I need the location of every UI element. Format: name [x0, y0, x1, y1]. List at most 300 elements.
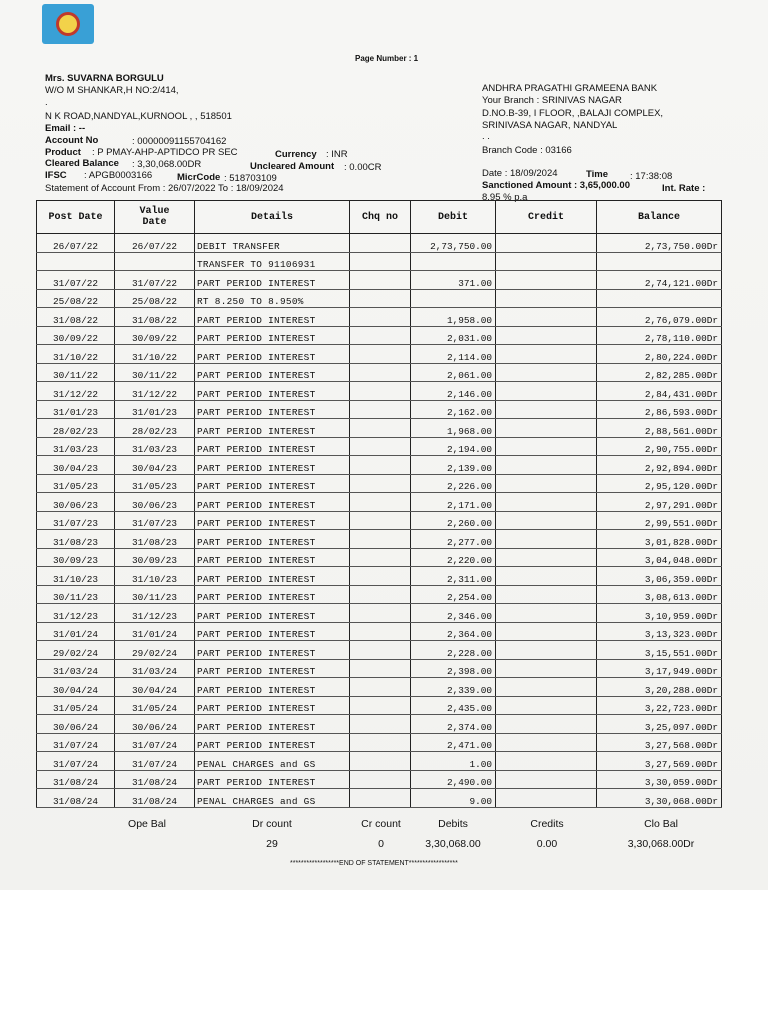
table-row	[37, 548, 722, 567]
cell-details: DEBIT TRANSFER	[195, 234, 350, 253]
cell-credit	[496, 437, 597, 456]
cell-debit: 2,471.00	[411, 733, 496, 752]
cell-debit: 371.00	[411, 271, 496, 290]
cell-value-date: 30/04/23	[115, 456, 195, 475]
table-row	[37, 400, 722, 419]
statement-date: Date : 18/09/2024	[482, 168, 558, 179]
uncleared-label: Uncleared Amount	[250, 161, 335, 172]
cell-debit: 2,226.00	[411, 474, 496, 493]
bank-name: ANDHRA PRAGATHI GRAMEENA BANK	[482, 83, 658, 94]
cell-debit: 2,311.00	[411, 567, 496, 586]
summary-value: 3,30,068.00	[425, 838, 481, 850]
cell-balance	[597, 289, 722, 308]
cell-balance: 3,17,949.00Dr	[597, 659, 722, 678]
cell-value-date: 31/08/22	[115, 308, 195, 327]
cell-value-date: 30/09/23	[115, 548, 195, 567]
table-row	[37, 696, 722, 715]
branch-address-line1: D.NO.B-39, I FLOOR, ,BALAJI COMPLEX,	[482, 108, 664, 119]
cell-details: TRANSFER TO 91106931	[195, 252, 350, 271]
cell-debit: 2,346.00	[411, 604, 496, 623]
cell-debit: 2,490.00	[411, 770, 496, 789]
table-row	[37, 604, 722, 623]
cell-debit: 2,114.00	[411, 345, 496, 364]
cell-balance: 3,25,097.00Dr	[597, 715, 722, 734]
cell-value-date: 29/02/24	[115, 641, 195, 660]
cell-value-date: 31/08/24	[115, 789, 195, 808]
cell-balance	[597, 252, 722, 271]
cell-chq-no	[350, 641, 411, 660]
col-balance: Balance	[597, 201, 722, 234]
cell-balance: 2,99,551.00Dr	[597, 511, 722, 530]
cell-debit	[411, 252, 496, 271]
cell-details: PENAL CHARGES and GS	[195, 789, 350, 808]
end-of-statement: ******************END OF STATEMENT******************	[290, 860, 458, 867]
table-row	[37, 308, 722, 327]
cell-credit	[496, 474, 597, 493]
cell-chq-no	[350, 326, 411, 345]
col-debit: Debit	[411, 201, 496, 234]
cell-balance: 2,97,291.00Dr	[597, 493, 722, 512]
cell-details: PART PERIOD INTEREST	[195, 363, 350, 382]
account-no-label: Account No	[45, 135, 99, 146]
cell-details: PART PERIOD INTEREST	[195, 456, 350, 475]
customer-address-line1: W/O M SHANKAR,H NO:2/414,	[45, 85, 179, 96]
product-label: Product	[45, 147, 81, 158]
cell-debit: 2,260.00	[411, 511, 496, 530]
cell-details: PART PERIOD INTEREST	[195, 437, 350, 456]
cell-details: PART PERIOD INTEREST	[195, 548, 350, 567]
ifsc: : APGB0003166	[84, 170, 153, 181]
cell-chq-no	[350, 252, 411, 271]
cell-details: PART PERIOD INTEREST	[195, 474, 350, 493]
branch-code: Branch Code : 03166	[482, 145, 572, 156]
cell-value-date: 31/12/22	[115, 382, 195, 401]
email: Email : --	[45, 123, 86, 134]
cell-credit	[496, 752, 597, 771]
table-row	[37, 345, 722, 364]
cell-value-date: 31/05/24	[115, 696, 195, 715]
cell-balance: 2,90,755.00Dr	[597, 437, 722, 456]
branch-dots: . .	[482, 131, 490, 142]
col-chq-no: Chq no	[350, 201, 411, 234]
cell-chq-no	[350, 678, 411, 697]
table-row	[37, 474, 722, 493]
cell-debit: 2,194.00	[411, 437, 496, 456]
table-row	[37, 456, 722, 475]
cell-chq-no	[350, 474, 411, 493]
cell-debit: 2,364.00	[411, 622, 496, 641]
cell-credit	[496, 234, 597, 253]
cell-balance: 3,30,059.00Dr	[597, 770, 722, 789]
cell-credit	[496, 567, 597, 586]
cell-chq-no	[350, 548, 411, 567]
customer-address-line2: N K ROAD,NANDYAL,KURNOOL , , 518501	[45, 111, 232, 122]
table-row	[37, 770, 722, 789]
cell-debit: 2,171.00	[411, 493, 496, 512]
cell-post-date: 30/06/23	[37, 493, 115, 512]
cell-credit	[496, 733, 597, 752]
cell-chq-no	[350, 511, 411, 530]
time: : 17:38:08	[630, 171, 673, 182]
cell-value-date: 31/08/24	[115, 770, 195, 789]
cell-post-date: 30/04/24	[37, 678, 115, 697]
cell-details: PART PERIOD INTEREST	[195, 678, 350, 697]
cell-balance: 3,15,551.00Dr	[597, 641, 722, 660]
table-row	[37, 622, 722, 641]
currency: : INR	[326, 149, 348, 160]
cell-details: PART PERIOD INTEREST	[195, 382, 350, 401]
cell-credit	[496, 419, 597, 438]
address-dot: .	[45, 97, 48, 108]
cell-post-date: 30/06/24	[37, 715, 115, 734]
cell-credit	[496, 585, 597, 604]
cell-post-date	[37, 252, 115, 271]
cell-debit	[411, 289, 496, 308]
cell-details: PENAL CHARGES and GS	[195, 752, 350, 771]
cell-balance: 2,73,750.00Dr	[597, 234, 722, 253]
cell-post-date: 31/08/23	[37, 530, 115, 549]
cell-post-date: 26/07/22	[37, 234, 115, 253]
cell-value-date: 31/07/22	[115, 271, 195, 290]
cell-post-date: 31/08/24	[37, 789, 115, 808]
cell-balance: 3,01,828.00Dr	[597, 530, 722, 549]
cell-chq-no	[350, 345, 411, 364]
summary-label: Clo Bal	[644, 818, 678, 830]
table-header-row	[37, 201, 722, 234]
summary-label: Credits	[530, 818, 564, 830]
int-rate: 8.95 % p.a	[482, 192, 528, 203]
cell-chq-no	[350, 530, 411, 549]
cell-credit	[496, 345, 597, 364]
cell-chq-no	[350, 382, 411, 401]
cell-details: PART PERIOD INTEREST	[195, 715, 350, 734]
cell-debit: 2,339.00	[411, 678, 496, 697]
cell-credit	[496, 548, 597, 567]
cell-credit	[496, 493, 597, 512]
cell-details: PART PERIOD INTEREST	[195, 733, 350, 752]
cell-balance: 3,06,359.00Dr	[597, 567, 722, 586]
cell-details: PART PERIOD INTEREST	[195, 345, 350, 364]
cell-debit: 2,061.00	[411, 363, 496, 382]
cell-debit: 2,398.00	[411, 659, 496, 678]
cell-value-date: 30/06/23	[115, 493, 195, 512]
cell-post-date: 31/07/24	[37, 733, 115, 752]
cell-chq-no	[350, 493, 411, 512]
cell-details: PART PERIOD INTEREST	[195, 622, 350, 641]
table-row	[37, 326, 722, 345]
ifsc-label: IFSC	[45, 170, 67, 181]
cell-chq-no	[350, 456, 411, 475]
cell-chq-no	[350, 659, 411, 678]
cell-value-date: 30/04/24	[115, 678, 195, 697]
cell-credit	[496, 382, 597, 401]
table-row	[37, 752, 722, 771]
cell-credit	[496, 289, 597, 308]
table-row	[37, 437, 722, 456]
cell-post-date: 28/02/23	[37, 419, 115, 438]
summary-label: Debits	[438, 818, 468, 830]
cell-post-date: 29/02/24	[37, 641, 115, 660]
cell-post-date: 31/07/24	[37, 752, 115, 771]
sanctioned-amount: Sanctioned Amount : 3,65,000.00	[482, 180, 630, 191]
col-credit: Credit	[496, 201, 597, 234]
cell-value-date: 31/01/24	[115, 622, 195, 641]
cell-debit: 2,435.00	[411, 696, 496, 715]
cell-post-date: 31/10/22	[37, 345, 115, 364]
cell-details: PART PERIOD INTEREST	[195, 400, 350, 419]
cell-details: PART PERIOD INTEREST	[195, 696, 350, 715]
cell-details: PART PERIOD INTEREST	[195, 493, 350, 512]
table-row	[37, 289, 722, 308]
cell-debit: 2,254.00	[411, 585, 496, 604]
cell-chq-no	[350, 400, 411, 419]
cell-balance: 3,13,323.00Dr	[597, 622, 722, 641]
branch-name: Your Branch : SRINIVAS NAGAR	[482, 95, 622, 106]
micr-label: MicrCode	[177, 172, 221, 183]
cell-balance: 2,95,120.00Dr	[597, 474, 722, 493]
cell-chq-no	[350, 752, 411, 771]
branch-address-line2: SRINIVASA NAGAR, NANDYAL	[482, 120, 618, 131]
cell-chq-no	[350, 770, 411, 789]
cell-debit: 1,968.00	[411, 419, 496, 438]
table-row	[37, 715, 722, 734]
cell-balance: 2,86,593.00Dr	[597, 400, 722, 419]
cell-post-date: 31/08/24	[37, 770, 115, 789]
table-row	[37, 419, 722, 438]
cell-credit	[496, 326, 597, 345]
cell-details: PART PERIOD INTEREST	[195, 659, 350, 678]
cell-details: PART PERIOD INTEREST	[195, 419, 350, 438]
cell-chq-no	[350, 308, 411, 327]
cell-credit	[496, 363, 597, 382]
cell-chq-no	[350, 567, 411, 586]
cell-value-date: 31/12/23	[115, 604, 195, 623]
cell-debit: 2,139.00	[411, 456, 496, 475]
customer-name: Mrs. SUVARNA BORGULU	[45, 73, 164, 84]
cell-value-date: 31/03/24	[115, 659, 195, 678]
summary-label: Cr count	[361, 818, 401, 830]
int-rate-label: Int. Rate :	[662, 183, 706, 194]
summary-value: 0	[378, 838, 384, 850]
cell-balance: 3,04,048.00Dr	[597, 548, 722, 567]
cell-debit: 2,220.00	[411, 548, 496, 567]
cell-post-date: 31/07/23	[37, 511, 115, 530]
cell-post-date: 30/11/23	[37, 585, 115, 604]
page-number: Page Number : 1	[355, 54, 419, 63]
table-row	[37, 530, 722, 549]
cell-value-date: 28/02/23	[115, 419, 195, 438]
cell-post-date: 30/09/23	[37, 548, 115, 567]
cell-details: PART PERIOD INTEREST	[195, 585, 350, 604]
product: : P PMAY-AHP-APTIDCO PR SEC	[92, 147, 238, 158]
cell-value-date: 31/01/23	[115, 400, 195, 419]
cell-chq-no	[350, 696, 411, 715]
cell-details: PART PERIOD INTEREST	[195, 326, 350, 345]
cell-credit	[496, 770, 597, 789]
cell-chq-no	[350, 622, 411, 641]
cell-post-date: 31/03/24	[37, 659, 115, 678]
cell-credit	[496, 511, 597, 530]
cell-post-date: 31/01/23	[37, 400, 115, 419]
cell-debit: 2,031.00	[411, 326, 496, 345]
cell-debit: 9.00	[411, 789, 496, 808]
cell-details: PART PERIOD INTEREST	[195, 567, 350, 586]
cell-details: PART PERIOD INTEREST	[195, 641, 350, 660]
table-row	[37, 271, 722, 290]
cell-credit	[496, 252, 597, 271]
cell-balance: 3,22,723.00Dr	[597, 696, 722, 715]
time-label: Time	[586, 169, 609, 180]
cell-chq-no	[350, 604, 411, 623]
cleared-balance-label: Cleared Balance	[45, 158, 119, 169]
cell-chq-no	[350, 234, 411, 253]
cell-balance: 2,74,121.00Dr	[597, 271, 722, 290]
uncleared-amount: : 0.00CR	[344, 162, 382, 173]
cell-post-date: 31/05/24	[37, 696, 115, 715]
cell-debit: 2,228.00	[411, 641, 496, 660]
cell-value-date: 31/07/24	[115, 752, 195, 771]
table-row	[37, 733, 722, 752]
cell-details: PART PERIOD INTEREST	[195, 770, 350, 789]
cell-post-date: 25/08/22	[37, 289, 115, 308]
cell-debit: 2,146.00	[411, 382, 496, 401]
col-details: Details	[195, 201, 350, 234]
cell-debit: 2,374.00	[411, 715, 496, 734]
cell-credit	[496, 456, 597, 475]
table-row	[37, 493, 722, 512]
cell-credit	[496, 271, 597, 290]
cell-credit	[496, 789, 597, 808]
cell-credit	[496, 400, 597, 419]
cell-post-date: 31/12/23	[37, 604, 115, 623]
currency-label: Currency	[275, 149, 317, 160]
cell-value-date: 31/03/23	[115, 437, 195, 456]
cell-details: PART PERIOD INTEREST	[195, 308, 350, 327]
cell-post-date: 30/11/22	[37, 363, 115, 382]
cell-value-date: 31/07/23	[115, 511, 195, 530]
cell-chq-no	[350, 715, 411, 734]
cell-post-date: 31/10/23	[37, 567, 115, 586]
cell-balance: 2,76,079.00Dr	[597, 308, 722, 327]
cell-details: PART PERIOD INTEREST	[195, 511, 350, 530]
cell-balance: 3,20,288.00Dr	[597, 678, 722, 697]
cell-chq-no	[350, 733, 411, 752]
account-no: : 00000091155704162	[132, 136, 227, 147]
cell-post-date: 31/07/22	[37, 271, 115, 290]
cell-balance: 3,30,068.00Dr	[597, 789, 722, 808]
cell-debit: 2,73,750.00	[411, 234, 496, 253]
cell-credit	[496, 659, 597, 678]
cell-post-date: 31/12/22	[37, 382, 115, 401]
cell-credit	[496, 678, 597, 697]
cell-credit	[496, 715, 597, 734]
table-row	[37, 585, 722, 604]
cell-balance: 3,27,568.00Dr	[597, 733, 722, 752]
cell-chq-no	[350, 585, 411, 604]
table-row	[37, 659, 722, 678]
cell-balance: 2,80,224.00Dr	[597, 345, 722, 364]
cell-value-date: 30/11/23	[115, 585, 195, 604]
cell-balance: 2,78,110.00Dr	[597, 326, 722, 345]
cell-chq-no	[350, 271, 411, 290]
cell-credit	[496, 696, 597, 715]
col-value-date: Value Date	[115, 201, 195, 234]
summary-value: 29	[266, 838, 278, 850]
cell-value-date: 25/08/22	[115, 289, 195, 308]
cell-chq-no	[350, 289, 411, 308]
table-row	[37, 234, 722, 253]
table-row	[37, 511, 722, 530]
cell-post-date: 31/03/23	[37, 437, 115, 456]
cell-balance: 2,84,431.00Dr	[597, 382, 722, 401]
col-post-date: Post Date	[37, 201, 115, 234]
cell-value-date: 30/06/24	[115, 715, 195, 734]
transactions-table	[36, 200, 722, 808]
cell-balance: 3,27,569.00Dr	[597, 752, 722, 771]
cell-chq-no	[350, 437, 411, 456]
cell-debit: 1.00	[411, 752, 496, 771]
cell-value-date: 26/07/22	[115, 234, 195, 253]
cell-balance: 2,88,561.00Dr	[597, 419, 722, 438]
cell-value-date: 31/08/23	[115, 530, 195, 549]
summary-value: 0.00	[536, 838, 558, 850]
cell-value-date: 31/07/24	[115, 733, 195, 752]
cell-details: RT 8.250 TO 8.950%	[195, 289, 350, 308]
cell-debit: 2,162.00	[411, 400, 496, 419]
statement-period: Statement of Account From : 26/07/2022 To : 18/09/2024	[45, 183, 284, 194]
summary-label: Ope Bal	[128, 818, 166, 830]
cell-details: PART PERIOD INTEREST	[195, 604, 350, 623]
cell-debit: 2,277.00	[411, 530, 496, 549]
cell-value-date: 31/05/23	[115, 474, 195, 493]
cleared-balance: : 3,30,068.00DR	[132, 159, 202, 170]
cell-value-date	[115, 252, 195, 271]
table-row	[37, 789, 722, 808]
cell-balance: 2,92,894.00Dr	[597, 456, 722, 475]
summary-label: Dr count	[252, 818, 292, 830]
table-row	[37, 252, 722, 271]
cell-chq-no	[350, 789, 411, 808]
cell-credit	[496, 641, 597, 660]
cell-balance: 3,08,613.00Dr	[597, 585, 722, 604]
cell-post-date: 30/04/23	[37, 456, 115, 475]
cell-post-date: 31/01/24	[37, 622, 115, 641]
cell-chq-no	[350, 363, 411, 382]
micr: : 518703109	[224, 173, 277, 184]
cell-details: PART PERIOD INTEREST	[195, 271, 350, 290]
cell-post-date: 30/09/22	[37, 326, 115, 345]
cell-credit	[496, 530, 597, 549]
cell-credit	[496, 308, 597, 327]
cell-value-date: 30/11/22	[115, 363, 195, 382]
table-row	[37, 678, 722, 697]
cell-value-date: 30/09/22	[115, 326, 195, 345]
table-row	[37, 567, 722, 586]
cell-chq-no	[350, 419, 411, 438]
cell-debit: 1,958.00	[411, 308, 496, 327]
cell-credit	[496, 622, 597, 641]
bank-logo	[42, 4, 94, 44]
cell-value-date: 31/10/22	[115, 345, 195, 364]
table-row	[37, 641, 722, 660]
table-row	[37, 382, 722, 401]
cell-balance: 3,10,959.00Dr	[597, 604, 722, 623]
cell-value-date: 31/10/23	[115, 567, 195, 586]
cell-post-date: 31/05/23	[37, 474, 115, 493]
cell-credit	[496, 604, 597, 623]
summary-value: 3,30,068.00Dr	[627, 838, 695, 850]
cell-details: PART PERIOD INTEREST	[195, 530, 350, 549]
